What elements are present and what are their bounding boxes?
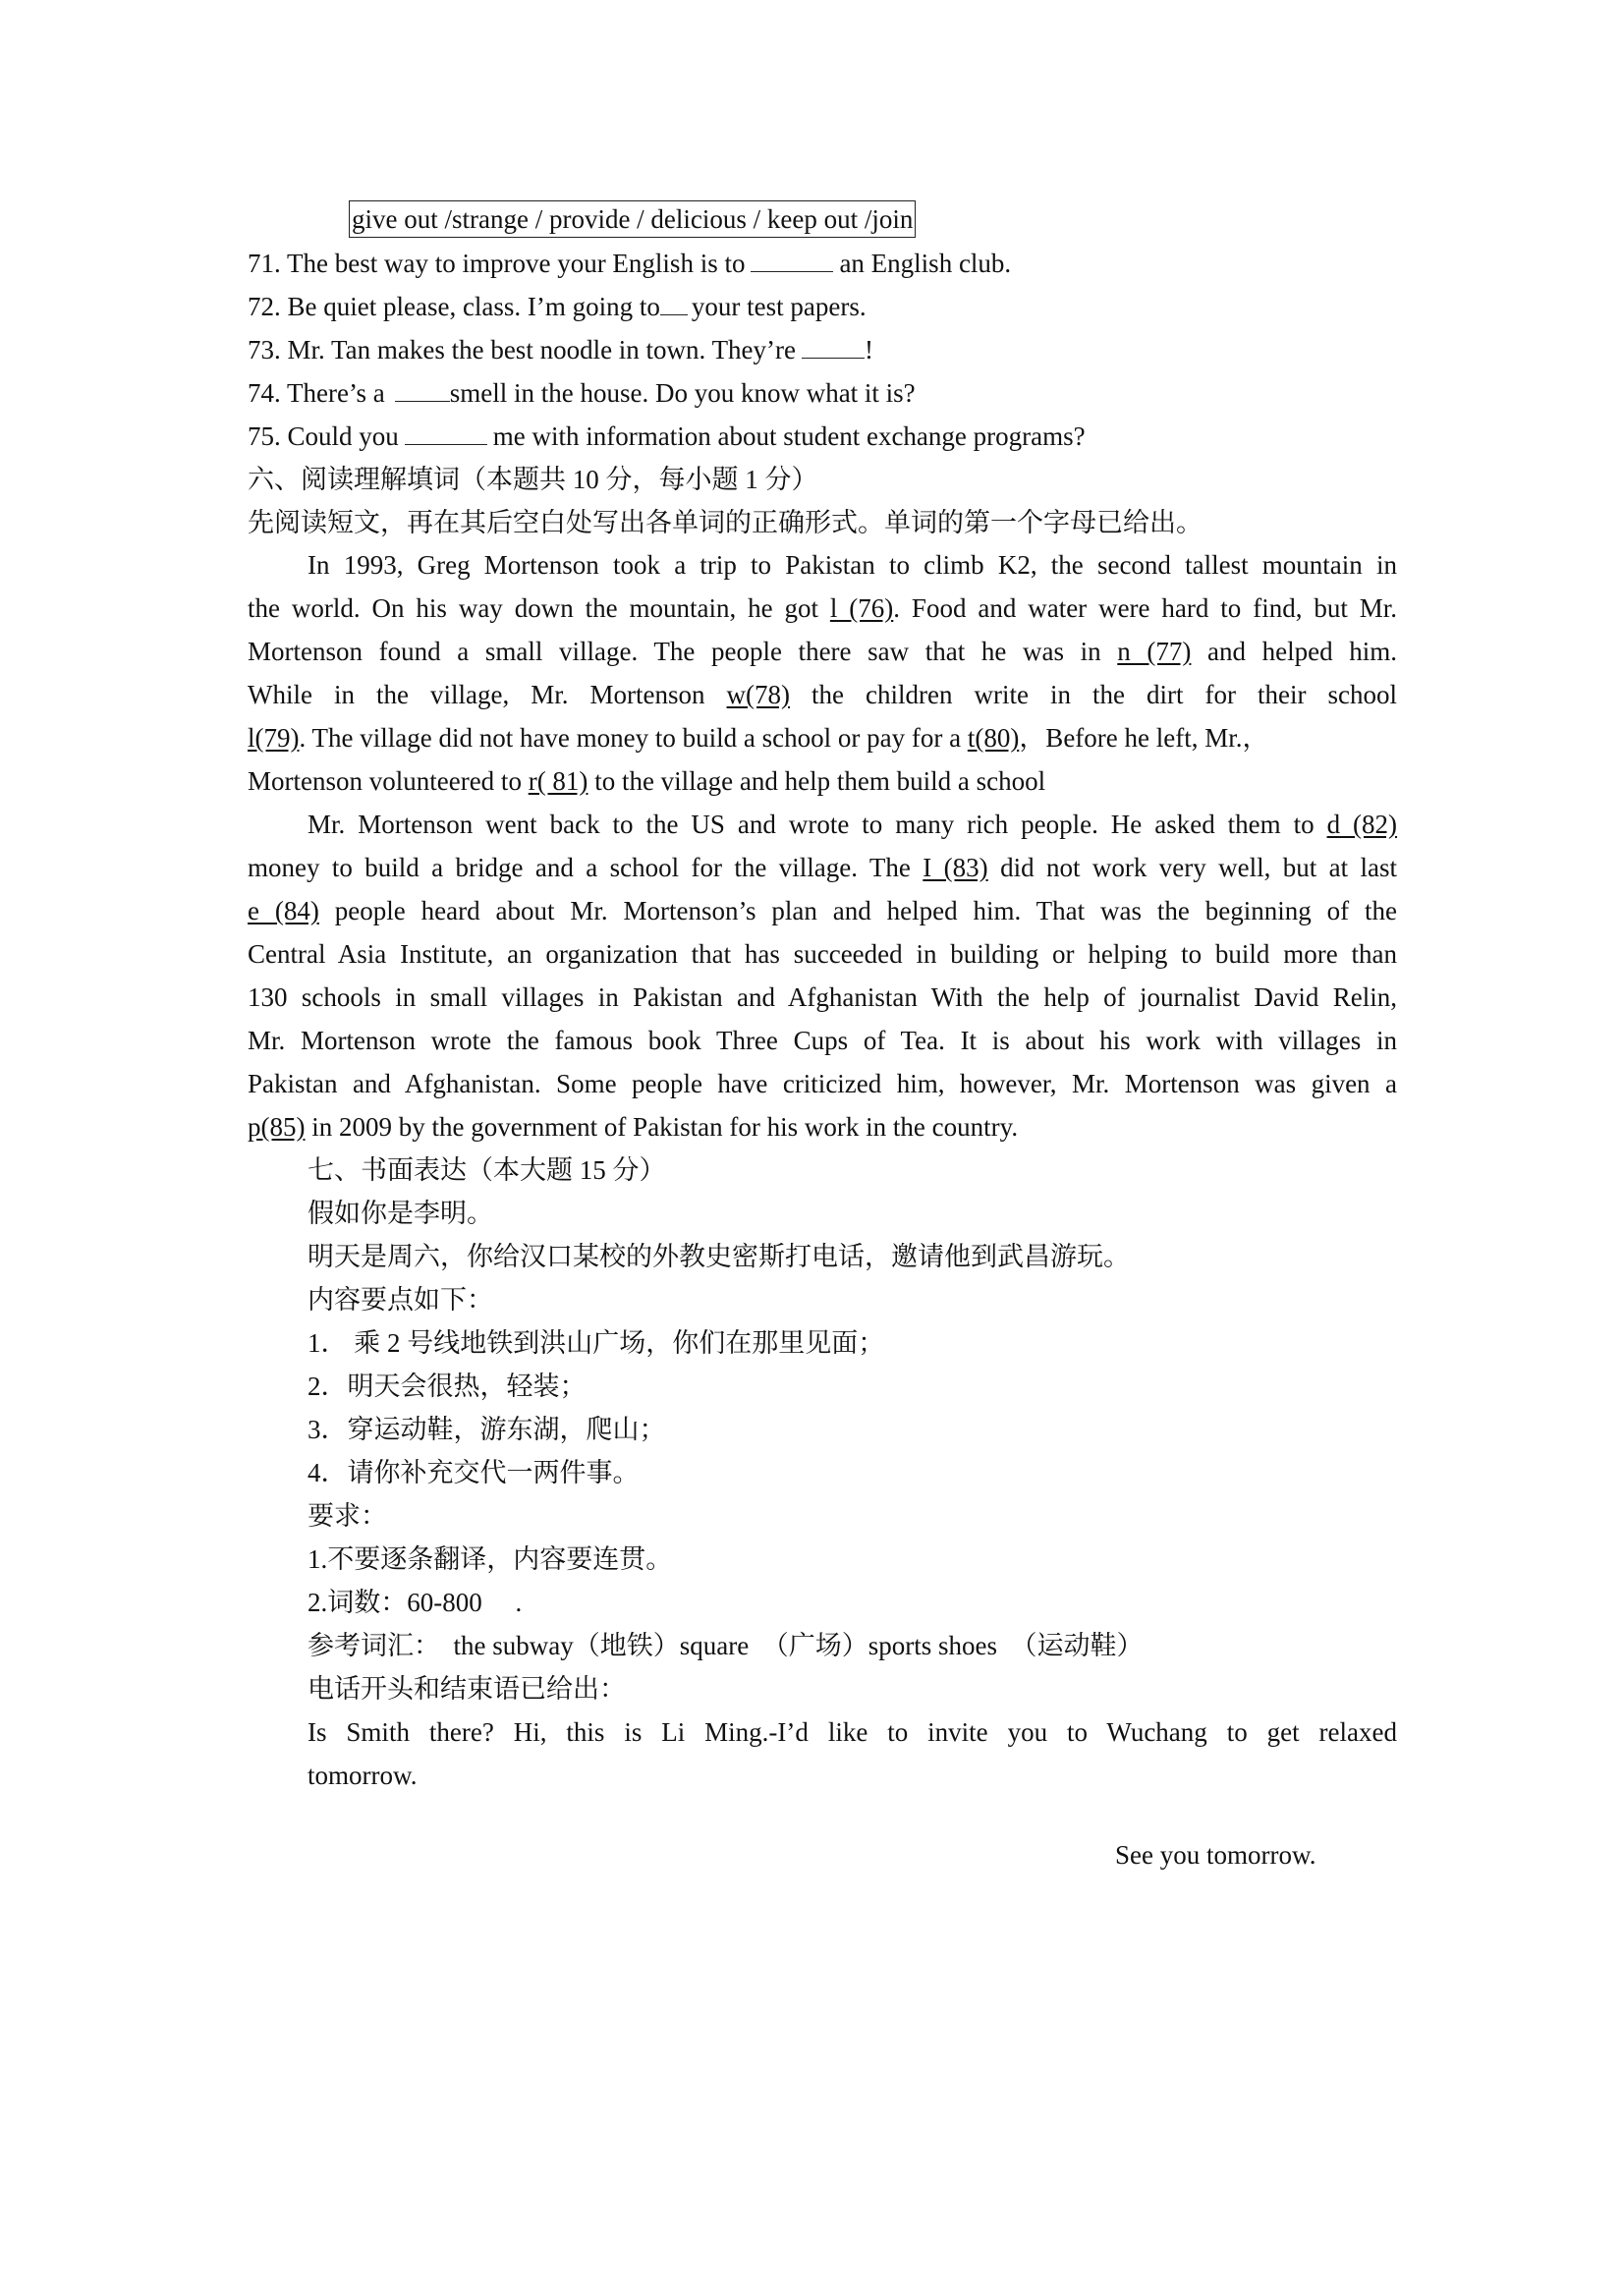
passage-line: In 1993, Greg Mortenson took a trip to Pakistan to climb K2, the second tallest mountain in (308, 550, 1397, 580)
passage-line: While in the village, Mr. Mortenson w(78) the children write in the dirt for their school (248, 680, 1398, 709)
passage-line: p(85) in 2009 by the government of Pakistan for his work in the country. (248, 1112, 1019, 1142)
question-71: 71. The best way to improve your English is to an English club. (248, 249, 1012, 278)
passage-line: the world. On his way down the mountain, he got l (76). Food and water were hard to find, but Mr. (248, 593, 1397, 623)
cloze-blank-85[interactable]: p(85) (248, 1112, 306, 1142)
passage-line: 130 schools in small villages in Pakistan and Afghanistan With the help of journalist David Relin, (248, 982, 1397, 1012)
cloze-blank-79[interactable]: l(79) (248, 723, 300, 753)
section6-instruction: 先阅读短文，再在其后空白处写出各单词的正确形式。单词的第一个字母已给出。 (248, 508, 1203, 537)
writing-prompt-line: 内容要点如下： (308, 1285, 493, 1315)
passage-line: Pakistan and Afghanistan. Some people have criticized him, however, Mr. Mortenson was given a (248, 1069, 1397, 1098)
passage-line: Central Asia Institute, an organization that has succeeded in building or helping to build more than (248, 939, 1397, 969)
writing-prompt-line: 参考词汇： the subway（地铁）square （广场）sports shoes （运动鞋） (308, 1631, 1144, 1660)
writing-prompt-line: 假如你是李明。 (308, 1199, 493, 1228)
writing-prompt-line: 要求： (308, 1501, 387, 1531)
passage-line: Mr. Mortenson went back to the US and wrote to many rich people. He asked them to d (82) (308, 810, 1398, 839)
cloze-blank-76[interactable]: l (76) (829, 593, 894, 623)
cloze-blank-78[interactable]: w(78) (726, 680, 791, 709)
writing-prompt-line: 4．请你补充交代一两件事。 (308, 1458, 640, 1487)
cloze-blank-81[interactable]: r( 81) (528, 766, 588, 796)
answer-blank[interactable] (751, 248, 833, 272)
cloze-blank-80[interactable]: t(80) (967, 723, 1020, 753)
phone-opening-line: tomorrow. (308, 1761, 418, 1790)
writing-prompt-line: 2.词数：60-800 . (308, 1588, 523, 1617)
passage-line: Mr. Mortenson wrote the famous book Three Cups of Tea. It is about his work with villages in (248, 1026, 1397, 1055)
cloze-blank-77[interactable]: n (77) (1117, 637, 1192, 666)
question-74: 74. There’s a smell in the house. Do you know what it is? (248, 378, 916, 408)
writing-prompt-line: 1． 乘 2 号线地铁到洪山广场，你们在那里见面； (308, 1328, 885, 1358)
writing-prompt-line: 3．穿运动鞋，游东湖，爬山； (308, 1415, 666, 1444)
passage-line: money to build a bridge and a school for the village. The I (83) did not work very well, but at last (248, 853, 1397, 882)
answer-blank[interactable] (660, 291, 688, 315)
answer-blank[interactable] (802, 334, 865, 359)
cloze-blank-84[interactable]: e (84) (248, 896, 319, 925)
phone-closing-line: See you tomorrow. (1115, 1840, 1316, 1870)
cloze-blank-82[interactable]: d (82) (1326, 810, 1398, 839)
writing-prompt-line: 明天是周六，你给汉口某校的外教史密斯打电话，邀请他到武昌游玩。 (308, 1242, 1130, 1271)
passage-line: e (84) people heard about Mr. Mortenson’s plan and helped him. That was the beginning of the (248, 896, 1397, 925)
writing-prompt-line: 2．明天会很热，轻装； (308, 1372, 587, 1401)
question-72: 72. Be quiet please, class. I’m going to your test papers. (248, 292, 867, 321)
passage-line: Mortenson volunteered to r( 81) to the village and help them build a school (248, 766, 1046, 796)
writing-prompt-line: 1.不要逐条翻译，内容要连贯。 (308, 1544, 673, 1574)
word-bank-box: give out /strange / provide / delicious / keep out /join (349, 200, 916, 238)
section6-title: 六、阅读理解填词（本题共 10 分，每小题 1 分） (248, 465, 818, 494)
question-75: 75. Could you me with information about student exchange programs? (248, 421, 1086, 451)
question-73: 73. Mr. Tan makes the best noodle in town. They’re ! (248, 335, 874, 364)
passage-line: Mortenson found a small village. The people there saw that he was in n (77) and helped him. (248, 637, 1397, 666)
phone-opening-line: Is Smith there? Hi, this is Li Ming.-I’d like to invite you to Wuchang to get relaxed (308, 1717, 1397, 1747)
answer-blank[interactable] (405, 420, 487, 445)
passage-line: l(79). The village did not have money to build a school or pay for a t(80)，Before he left, Mr.， (248, 723, 1269, 753)
answer-blank[interactable] (395, 377, 450, 402)
cloze-blank-83[interactable]: I (83) (923, 853, 988, 882)
section7-title: 七、书面表达（本大题 15 分） (308, 1155, 666, 1185)
writing-prompt-line: 电话开头和结束语已给出： (308, 1674, 626, 1704)
